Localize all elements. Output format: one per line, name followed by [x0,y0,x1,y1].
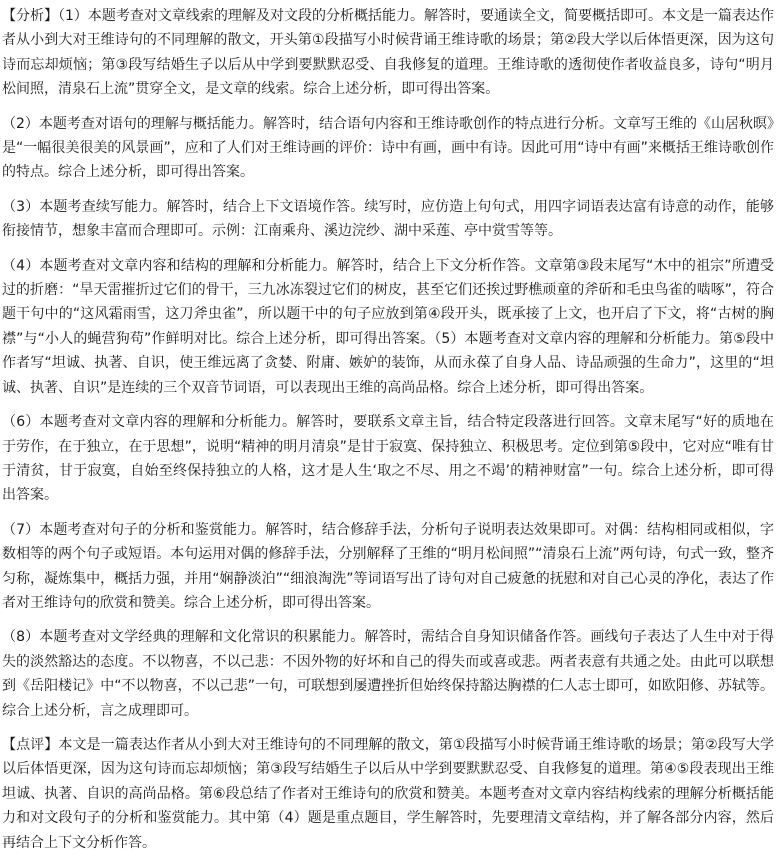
analysis-paragraph-7: （7）本题考查对句子的分析和鉴赏能力。解答时，结合修辞手法，分析句子说明表达效果即可。对偶：结构相同或相似，字数相等的两个句子或短语。本句运用对偶的修辞手法，分别解释了王维的“明月松间照”“清泉石上流”两句诗，句式一致，整齐匀称，凝炼集中，概括力强，并用“娴静淡泊”“细浪淘洗”等词语写出了诗句对自己疲惫的抚慰和对自己心灵的净化，表达了作者对王维诗句的欣赏和赞美。综合上述分析，即可得出答案。 [2,521,774,611]
analysis-paragraph-4: （4）本题考查对文章内容和结构的理解和分析能力。解答时，结合上下文分析作答。文章第③段末尾写“木中的祖宗”所遭受过的折磨：“旱天雷摧折过它们的骨干，三九冰冻裂过它们的树皮，甚至它们还挨过野樵顽童的斧斫和毛虫鸟雀的啮啄”，符合题干句中的“这风霜雨雪，这刀斧虫雀”，所以题干中的句子应放到第④段开头，既承接了上文，也开启了下文，将“古树的胸襟”与“小人的蝇营狗苟”作鲜明对比。综合上述分析，即可得出答案。（5）本题考查对文章内容的理解和分析能力。第⑤段中作者写“坦诚、执著、自识，使王维远离了贪婪、附庸、嫉妒的装饰，从而永葆了自身人品、诗品顽强的生命力”，这里的“坦诚、执著、自识”是连续的三个双音节词语，可以表现出王维的高尚品格。综合上述分析，即可得出答案。 [2,257,774,396]
analysis-paragraph-6: （6）本题考查对文章内容的理解和分析能力。解答时，要联系文章主旨，结合特定段落进行回答。文章末尾写“好的质地在于劳作，在于独立，在于思想”，说明“精神的明月清泉”是甘于寂寞、保持独立、积极思考。定位到第⑤段中，它对应“唯有甘于清贫，甘于寂寞，自始至终保持独立的人格，这才是人生‘取之不尽、用之不竭’的精神财富”一句。综合上述分析，即可得出答案。 [2,414,774,504]
analysis-paragraph-8: （8）本题考查对文学经典的理解和文化常识的积累能力。解答时，需结合自身知识储备作答。画线句子表达了人生中对于得失的淡然豁达的态度。不以物喜，不以己悲：不因外物的好坏和自己的得失而或喜或悲。两者表意有共通之处。由此可以联想到《岳阳楼记》中“不以物喜，不以己悲”一句，可联想到屡遭挫折但始终保持豁达胸襟的仁人志士即可，如欧阳修、苏轼等。综合上述分析，言之成理即可。 [2,629,774,719]
analysis-paragraph-1: 【分析】（1）本题考查对文章线索的理解及对文段的分析概括能力。解答时，要通读全文，简要概括即可。本文是一篇表达作者从小到大对王维诗句的不同理解的散文，开头第①段描写小时候背诵王维诗歌的场景；第②段大学以后体悟更深，因为这句诗而忘却烦恼；第③段写结婚生子以后从中学到要默默忍受、自我修复的道理。王维诗歌的透彻使作者收益良多，诗句“明月松间照，清泉石上流”贯穿全文，是文章的线索。综合上述分析，即可得出答案。 [2,8,774,98]
analysis-paragraph-2: （2）本题考查对语句的理解与概括能力。解答时，结合语句内容和王维诗歌创作的特点进行分析。文章写王维的《山居秋暝》是“一幅很美很美的风景画”，应和了人们对王维诗画的评价：诗中有画，画中有诗。因此可用“诗中有画”来概括王维诗歌创作的特点。综合上述分析，即可得出答案。 [2,115,774,181]
review-paragraph: 【点评】本文是一篇表达作者从小到大对王维诗句的不同理解的散文，第①段描写小时候背诵王维诗歌的场景；第②段写大学以后体悟更深，因为这句诗而忘却烦恼；第③段写结婚生子以后从中学到要默默忍受、自我修复的道理。第④⑤段表现出王维坦诚、执著、自识的高尚品格。第⑥段总结了作者对王维诗句的欣赏和赞美。本题考查对文章内容结构线索的理解分析概括能力和对文段句子的分析和鉴赏能力。其中第（4）题是重点题目，学生解答时，先要理清文章结构，并了解各部分内容，然后再结合上下文分析作答。 [2,736,774,851]
analysis-paragraph-3: （3）本题考查续写能力。解答时，结合上下文语境作答。续写时，应仿造上句句式，用四字词语表达富有诗意的动作，能够衔接情节，想象丰富而合理即可。示例：江南乘舟、溪边浣纱、湖中采莲、亭中赏雪等等。 [2,198,774,240]
